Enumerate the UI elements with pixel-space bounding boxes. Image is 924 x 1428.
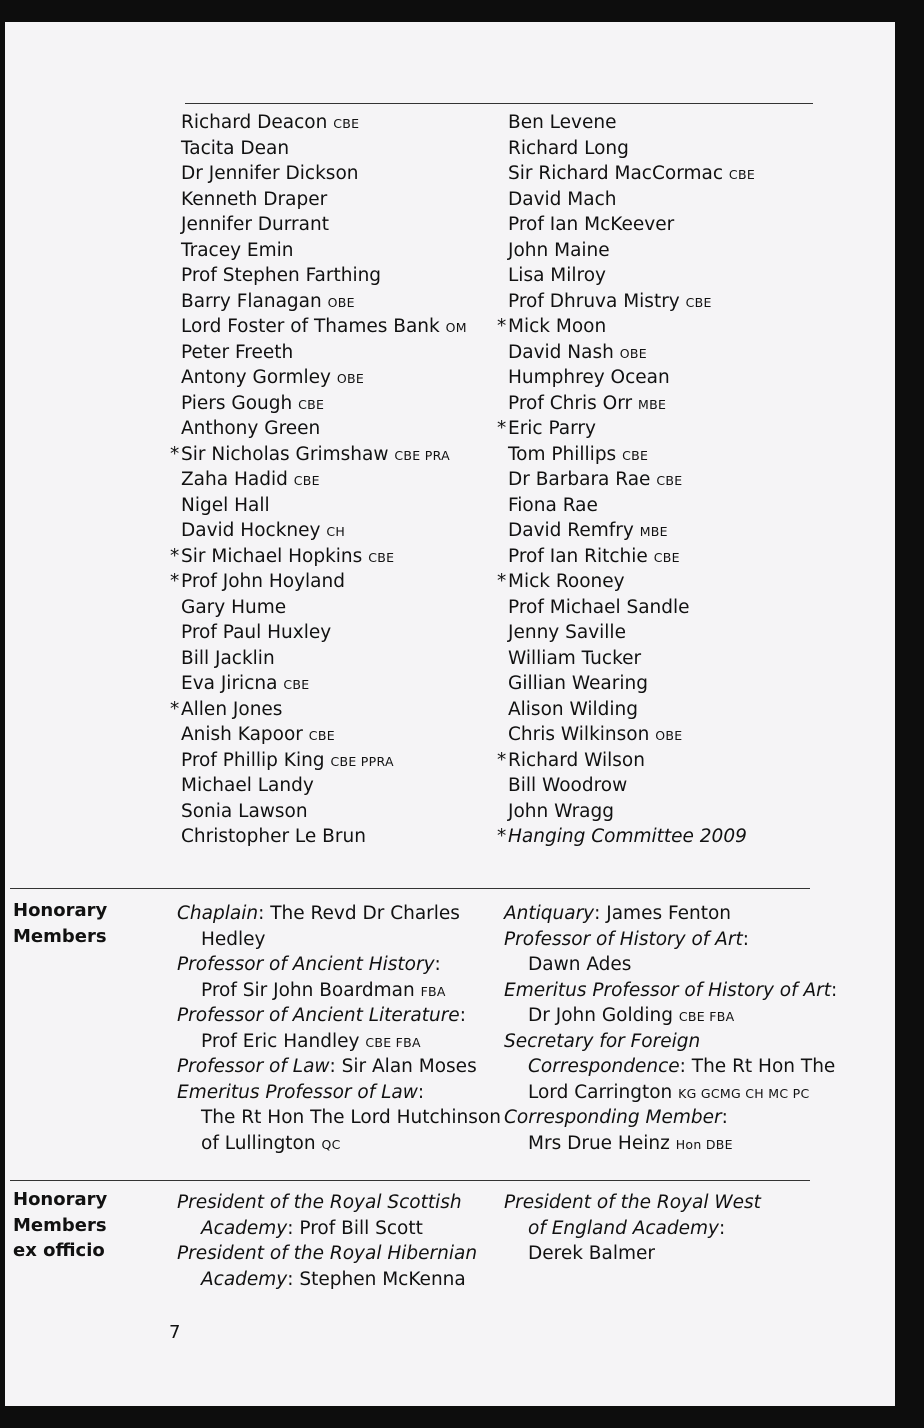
honours-suffix: MBE xyxy=(638,396,667,412)
list-item xyxy=(177,1267,477,1293)
list-item xyxy=(181,136,467,162)
member-name: Dr Jennifer Dickson xyxy=(181,163,359,184)
list-item xyxy=(508,493,755,519)
member-name: Gillian Wearing xyxy=(508,673,648,694)
list-item: *Richard Wilson xyxy=(497,749,645,771)
list-item xyxy=(177,1190,477,1216)
role-holder: : xyxy=(721,1107,728,1128)
list-item xyxy=(504,1190,761,1216)
member-name: Lord Foster of Thames Bank xyxy=(181,316,440,337)
list-item xyxy=(504,1080,837,1106)
list-item: *Mick Rooney xyxy=(497,571,625,592)
member-name: Richard Long xyxy=(508,137,629,159)
member-name: Richard Wilson xyxy=(508,749,645,771)
role-holder: : Sir Alan Moses xyxy=(329,1056,477,1077)
role-holder: of Lullington xyxy=(201,1132,316,1154)
list-item xyxy=(508,620,755,646)
role-holder: : The Rt Hon The xyxy=(679,1056,836,1077)
member-name: John Maine xyxy=(508,239,610,261)
list-item xyxy=(504,1241,761,1267)
honours-suffix: Hon DBE xyxy=(675,1136,733,1152)
list-item xyxy=(508,722,755,748)
member-name: Bill Woodrow xyxy=(508,775,628,796)
role-holder: : xyxy=(718,1217,726,1239)
role-title: Emeritus Professor of Law xyxy=(177,1081,418,1103)
list-item xyxy=(177,1216,477,1242)
list-item xyxy=(181,467,467,493)
list-item xyxy=(508,365,755,391)
role-title: Correspondence xyxy=(528,1056,680,1077)
list-item xyxy=(508,646,755,672)
honours-suffix: CBE PPRA xyxy=(330,753,394,769)
role-holder: : James Fenton xyxy=(594,903,732,924)
list-item xyxy=(181,595,467,621)
member-name: Prof Michael Sandle xyxy=(508,596,690,618)
divider-honorary-members xyxy=(10,888,810,889)
list-item: *Hanging Committee 2009 xyxy=(497,826,747,847)
honours-suffix: CBE xyxy=(685,294,712,310)
divider-top xyxy=(185,103,813,104)
list-item xyxy=(504,901,837,927)
member-name: Antony Gormley xyxy=(181,367,331,388)
member-name: Humphrey Ocean xyxy=(508,367,670,388)
honours-suffix: CBE xyxy=(293,473,320,488)
list-item xyxy=(181,416,467,442)
member-name: Prof Phillip King xyxy=(181,749,325,771)
list-item xyxy=(181,671,467,697)
role-holder: : Stephen McKenna xyxy=(287,1268,466,1290)
role-holder: The Rt Hon The Lord Hutchinson xyxy=(201,1107,501,1128)
role-holder: : xyxy=(417,1081,425,1103)
role-holder: Dr John Golding xyxy=(528,1005,673,1026)
list-item xyxy=(508,161,755,187)
list-item xyxy=(181,646,467,672)
honours-suffix: OBE xyxy=(336,371,365,386)
list-item xyxy=(504,978,837,1004)
document-page xyxy=(5,22,895,1406)
member-name: Chris Wilkinson xyxy=(508,724,650,745)
honorary-members-right xyxy=(504,901,837,1156)
honours-suffix: OBE xyxy=(619,345,647,361)
list-item: *Eric Parry xyxy=(497,418,596,439)
member-name: William Tucker xyxy=(508,647,642,669)
member-name: Anish Kapoor xyxy=(181,724,303,745)
member-name: Prof Chris Orr xyxy=(508,392,633,414)
member-name: Zaha Hadid xyxy=(181,469,288,490)
role-holder: : Prof Bill Scott xyxy=(287,1217,423,1239)
honours-suffix: CH xyxy=(326,524,346,539)
honours-suffix: OBE xyxy=(655,728,683,743)
role-holder: : xyxy=(742,928,749,950)
role-holder: Hedley xyxy=(201,928,266,950)
page-number: 7 xyxy=(169,1322,181,1343)
divider-ex-officio xyxy=(10,1180,810,1181)
list-item xyxy=(504,1131,837,1157)
member-name: Fiona Rae xyxy=(508,494,598,516)
list-item xyxy=(177,1029,501,1055)
member-name: Sir Richard MacCormac xyxy=(508,163,724,184)
list-item xyxy=(181,289,467,315)
role-title: Professor of Ancient Literature xyxy=(177,1005,460,1026)
list-item xyxy=(177,1131,501,1157)
member-name: Mick Rooney xyxy=(508,571,625,592)
list-item xyxy=(177,978,501,1004)
list-item xyxy=(181,161,467,187)
list-item xyxy=(181,620,467,646)
member-name: Tracey Emin xyxy=(181,239,294,261)
list-item: *Mick Moon xyxy=(497,316,607,337)
member-name: David Remfry xyxy=(508,520,634,541)
ex-officio-right xyxy=(504,1190,761,1267)
list-item xyxy=(177,952,501,978)
member-name: John Wragg xyxy=(508,800,614,822)
member-name: Prof Dhruva Mistry xyxy=(508,290,680,312)
list-item xyxy=(181,365,467,391)
academicians-list-right xyxy=(497,110,756,850)
member-name: Barry Flanagan xyxy=(181,290,322,312)
member-name: Sir Nicholas Grimshaw xyxy=(181,443,389,465)
member-name: David Nash xyxy=(508,341,614,363)
academicians-list-left xyxy=(170,110,467,850)
role-title: Corresponding Member xyxy=(504,1107,722,1128)
member-name: Bill Jacklin xyxy=(181,647,275,669)
list-item xyxy=(508,518,755,544)
role-holder: Mrs Drue Heinz xyxy=(528,1132,670,1154)
list-item xyxy=(508,773,755,799)
role-title: Professor of Ancient History xyxy=(177,954,435,975)
member-name: Richard Deacon xyxy=(181,112,328,133)
honours-suffix: MBE xyxy=(639,524,668,539)
honours-suffix: CBE FBA xyxy=(365,1034,421,1050)
honours-suffix: CBE xyxy=(298,396,325,412)
list-item xyxy=(504,927,837,953)
honours-suffix: OM xyxy=(445,320,467,335)
list-item xyxy=(508,110,755,136)
ex-officio-left xyxy=(177,1190,477,1292)
role-title: Emeritus Professor of History of Art xyxy=(504,979,832,1001)
role-title: Academy xyxy=(201,1268,288,1290)
honorary-members-label: Honorary Members xyxy=(13,900,108,947)
member-name: David Mach xyxy=(508,188,617,210)
member-name: Piers Gough xyxy=(181,392,293,414)
list-item xyxy=(508,467,755,493)
role-title: Professor of History of Art xyxy=(504,928,743,950)
member-name: Mick Moon xyxy=(508,316,607,337)
member-name: Alison Wilding xyxy=(508,698,639,720)
list-item xyxy=(177,1054,501,1080)
member-name: Sir Michael Hopkins xyxy=(181,545,363,567)
list-item xyxy=(177,927,501,953)
list-item xyxy=(181,722,467,748)
member-name: Christopher Le Brun xyxy=(181,826,366,847)
member-name: Anthony Green xyxy=(181,418,321,439)
role-title: Professor of Law xyxy=(177,1056,330,1077)
list-item xyxy=(508,391,755,417)
list-item xyxy=(508,136,755,162)
list-item xyxy=(504,1029,837,1055)
honours-suffix: CBE xyxy=(728,167,756,182)
list-item xyxy=(177,1105,501,1131)
member-name: Tom Phillips xyxy=(508,443,617,465)
role-holder: Prof Sir John Boardman xyxy=(201,979,415,1001)
role-title: Chaplain xyxy=(177,903,259,924)
member-name: Kenneth Draper xyxy=(181,188,328,210)
list-item xyxy=(181,238,467,264)
honours-suffix: CBE xyxy=(656,473,683,488)
list-item xyxy=(181,748,467,774)
list-item xyxy=(177,1003,501,1029)
member-name: Ben Levene xyxy=(508,112,617,133)
list-item: *Prof John Hoyland xyxy=(170,571,345,592)
list-item xyxy=(508,187,755,213)
member-name: Eric Parry xyxy=(508,418,596,439)
honours-suffix: CBE xyxy=(308,728,335,743)
member-name: Peter Freeth xyxy=(181,341,294,363)
list-item xyxy=(504,1105,837,1131)
member-name: Prof Paul Huxley xyxy=(181,622,332,643)
role-title: President of the Royal West xyxy=(504,1192,761,1213)
list-item xyxy=(508,697,755,723)
honours-suffix: CBE xyxy=(283,677,310,692)
role-holder: : xyxy=(831,979,838,1001)
honours-suffix: CBE xyxy=(333,116,360,131)
ex-officio-label: Honorary Members ex officio xyxy=(13,1189,108,1261)
member-name: Nigel Hall xyxy=(181,494,270,516)
list-item xyxy=(177,901,501,927)
list-item xyxy=(508,544,755,570)
member-name: Lisa Milroy xyxy=(508,265,607,286)
list-item xyxy=(508,212,755,238)
member-name: Allen Jones xyxy=(181,698,283,720)
list-item: *Sir Michael Hopkins CBE xyxy=(170,545,395,567)
role-title: President of the Royal Hibernian xyxy=(177,1243,478,1264)
honours-suffix: CBE xyxy=(622,447,649,463)
list-item xyxy=(181,340,467,366)
role-title: Academy xyxy=(201,1217,288,1239)
list-item xyxy=(181,799,467,825)
list-item xyxy=(504,1216,761,1242)
honours-suffix: CBE xyxy=(368,549,395,565)
member-name: Prof Stephen Farthing xyxy=(181,265,382,286)
list-item xyxy=(508,263,755,289)
honours-suffix: OBE xyxy=(327,294,355,310)
role-holder: : The Revd Dr Charles xyxy=(258,903,460,924)
list-item xyxy=(508,238,755,264)
member-name: Gary Hume xyxy=(181,596,287,618)
member-name: Sonia Lawson xyxy=(181,800,308,822)
list-item xyxy=(508,442,755,468)
list-item xyxy=(181,212,467,238)
honours-suffix: CBE xyxy=(653,549,680,565)
list-item xyxy=(181,110,467,136)
member-name: David Hockney xyxy=(181,520,321,541)
role-title: Antiquary xyxy=(504,903,595,924)
list-item xyxy=(504,1003,837,1029)
member-name: Tacita Dean xyxy=(181,137,290,159)
role-title: Secretary for Foreign xyxy=(504,1030,701,1052)
list-item xyxy=(181,314,467,340)
member-name: Jenny Saville xyxy=(508,622,626,643)
role-title: President of the Royal Scottish xyxy=(177,1192,462,1213)
honours-suffix: CBE PRA xyxy=(394,447,450,463)
honours-suffix: CBE FBA xyxy=(678,1009,735,1024)
member-name: Prof John Hoyland xyxy=(181,571,345,592)
role-holder: Prof Eric Handley xyxy=(201,1030,360,1052)
member-name: Dr Barbara Rae xyxy=(508,469,651,490)
list-item xyxy=(181,518,467,544)
honours-suffix: KG GCMG CH MC PC xyxy=(678,1085,810,1101)
role-holder: Dawn Ades xyxy=(528,954,632,975)
list-item xyxy=(508,289,755,315)
list-item xyxy=(504,1054,837,1080)
member-name: Prof Ian McKeever xyxy=(508,214,675,235)
list-item xyxy=(177,1080,501,1106)
list-item xyxy=(504,952,837,978)
role-title: of England Academy xyxy=(528,1217,719,1239)
member-name: Eva Jiricna xyxy=(181,673,278,694)
member-name: Michael Landy xyxy=(181,775,314,796)
member-name: Jennifer Durrant xyxy=(181,214,329,235)
list-item: *Allen Jones xyxy=(170,698,283,720)
role-holder: : xyxy=(434,954,441,975)
list-item xyxy=(181,493,467,519)
honours-suffix: QC xyxy=(321,1136,341,1152)
list-item xyxy=(181,263,467,289)
list-item: *Sir Nicholas Grimshaw CBE PRA xyxy=(170,443,450,465)
list-item xyxy=(181,391,467,417)
member-name: Prof Ian Ritchie xyxy=(508,545,648,567)
list-item xyxy=(508,671,755,697)
list-item xyxy=(177,1241,477,1267)
member-name: Hanging Committee 2009 xyxy=(508,826,747,847)
role-holder: Lord Carrington xyxy=(528,1081,673,1103)
list-item xyxy=(181,824,467,850)
list-item xyxy=(508,799,755,825)
honorary-members-left xyxy=(177,901,501,1156)
list-item xyxy=(508,340,755,366)
list-item xyxy=(181,187,467,213)
role-holder: : xyxy=(459,1005,466,1026)
honours-suffix: FBA xyxy=(420,983,446,999)
role-holder: Derek Balmer xyxy=(528,1243,655,1264)
list-item xyxy=(181,773,467,799)
list-item xyxy=(508,595,755,621)
